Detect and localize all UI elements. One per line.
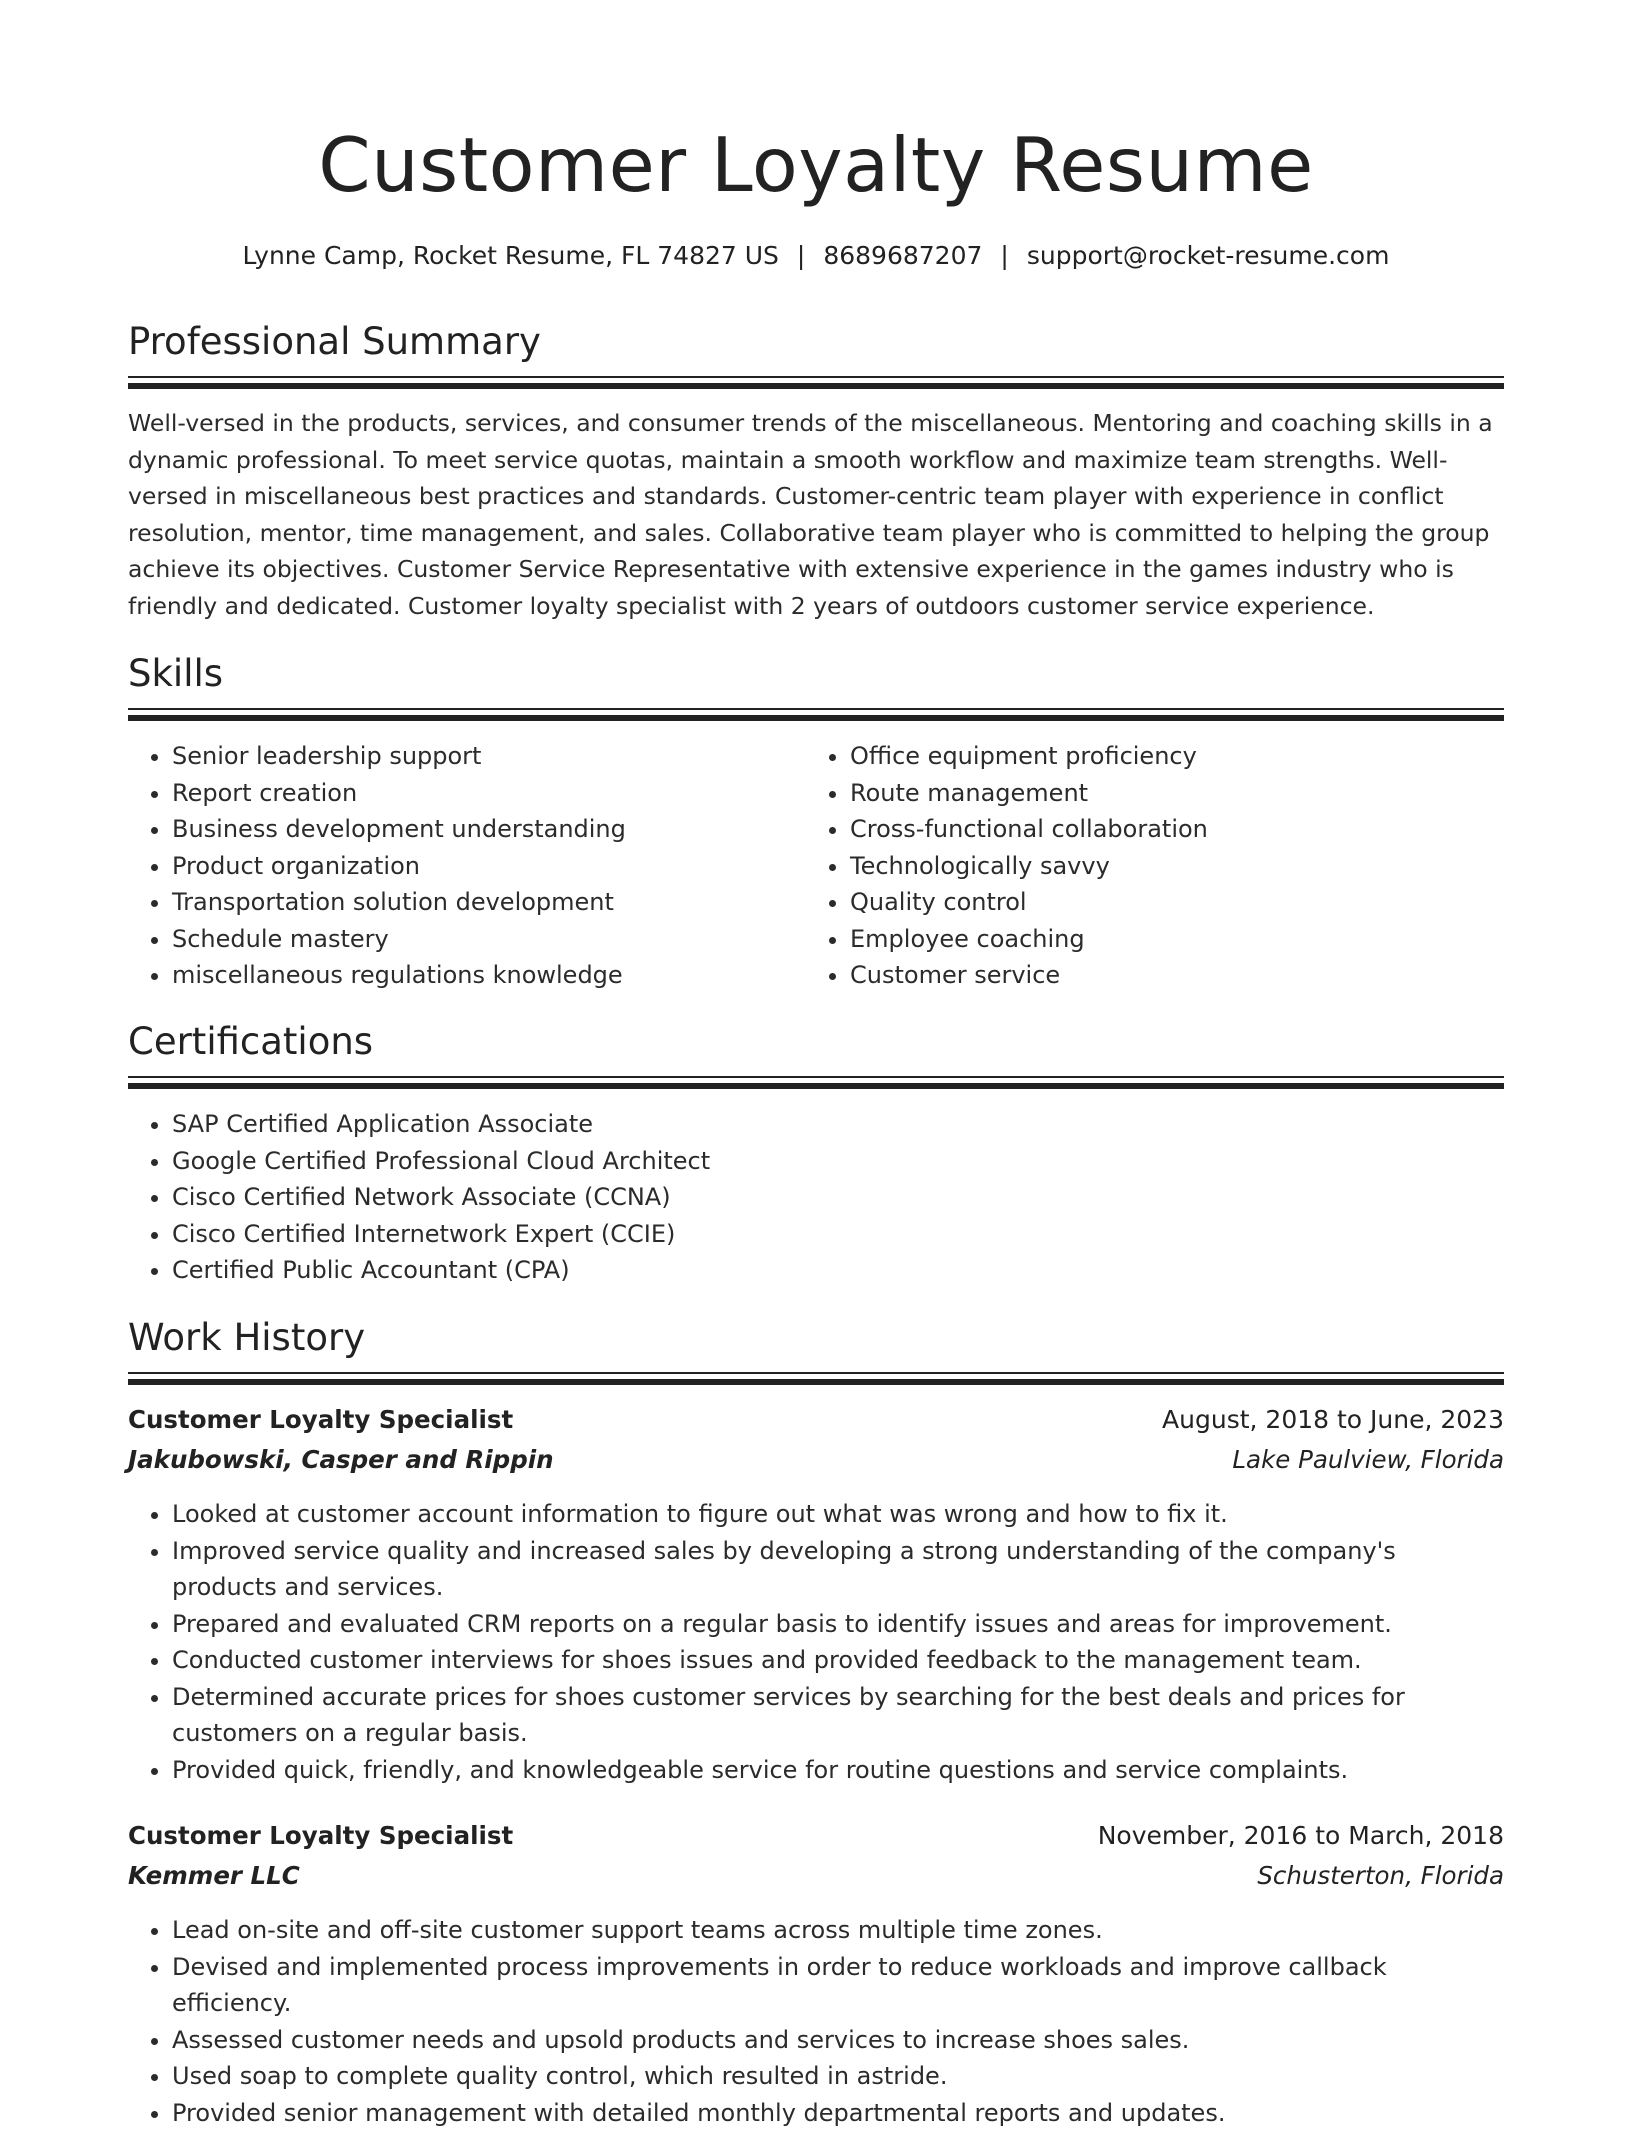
contact-separator: | <box>1000 238 1008 274</box>
job-dates: November, 2016 to March, 2018 <box>1098 1818 1504 1854</box>
contact-email[interactable]: support@rocket-resume.com <box>1027 241 1390 270</box>
job-bullet: • Provided senior management with detailed monthly departmental reports and updates. <box>172 2095 1504 2131</box>
skill-item: • Senior leadership support <box>172 738 808 775</box>
certifications-list <box>128 1106 1504 1289</box>
job-bullet: • Conducted customer interviews for shoes issues and provided feedback to the management team. <box>172 1642 1504 1679</box>
section-divider <box>128 1076 1504 1090</box>
job-bullet: • Improved service quality and increased sales by developing a strong understanding of the company's products and services. <box>172 1533 1504 1606</box>
job-company: Kemmer LLC <box>128 1858 300 1894</box>
job-dates: August, 2018 to June, 2023 <box>1162 1402 1504 1438</box>
job-bullet: • Looked at customer account information to figure out what was wrong and how to fix it. <box>172 1496 1504 1533</box>
skill-item: • miscellaneous regulations knowledge <box>172 957 808 994</box>
certification-item: • Certified Public Accountant (CPA) <box>172 1252 1504 1289</box>
certification-item: • Cisco Certified Network Associate (CCNA) <box>172 1179 1504 1216</box>
job-title: Customer Loyalty Specialist <box>128 1402 513 1438</box>
skill-item: • Product organization <box>172 848 808 885</box>
job-header <box>128 1402 1504 1482</box>
skill-item: • Customer service <box>850 957 1486 994</box>
section-heading-skills: Skills <box>128 650 1504 698</box>
job-bullet-list <box>128 1912 1504 2131</box>
section-divider <box>128 708 1504 722</box>
job-bullet: • Determined accurate prices for shoes customer services by searching for the best deals and prices for customers on a regular basis. <box>172 1679 1504 1752</box>
job-title: Customer Loyalty Specialist <box>128 1818 513 1854</box>
contact-line <box>128 238 1504 274</box>
job-location: Schusterton, Florida <box>1257 1858 1504 1894</box>
job-bullet: • Devised and implemented process improvements in order to reduce workloads and improve callback efficiency. <box>172 1949 1504 2022</box>
job-bullet: • Assessed customer needs and upsold products and services to increase shoes sales. <box>172 2022 1504 2059</box>
job-bullet: • Provided quick, friendly, and knowledgeable service for routine questions and service complaints. <box>172 1752 1504 1789</box>
certification-item: • Google Certified Professional Cloud Architect <box>172 1143 1504 1180</box>
section-heading-certifications: Certifications <box>128 1018 1504 1066</box>
skill-item: • Schedule mastery <box>172 921 808 958</box>
job-bullet: • Lead on-site and off-site customer support teams across multiple time zones. <box>172 1912 1504 1949</box>
section-divider <box>128 376 1504 390</box>
summary-text: Well-versed in the products, services, and consumer trends of the miscellaneous. Mentoring and coaching skills in a dynamic professional. To meet service quotas, maintain a smooth workflow and maximize team strengths. Well-versed in miscellaneous best practices and standards. Customer-centric team player with experience in conflict resolution, mentor, time management, and sales. Collaborative team player who is committed to helping the group achieve its objectives. Customer Service Representative with extensive experience in the games industry who is friendly and dedicated. Customer loyalty specialist with 2 years of outdoors customer service experience. <box>128 405 1504 624</box>
section-heading-summary: Professional Summary <box>128 318 1504 366</box>
job-location: Lake Paulview, Florida <box>1232 1442 1504 1478</box>
job-bullet-list <box>128 1496 1504 1788</box>
skill-item: • Cross-functional collaboration <box>850 811 1486 848</box>
skill-item: • Transportation solution development <box>172 884 808 921</box>
skill-item: • Technologically savvy <box>850 848 1486 885</box>
resume-title: Customer Loyalty Resume <box>128 118 1504 212</box>
skills-column-left <box>128 738 808 994</box>
certification-item: • Cisco Certified Internetwork Expert (CCIE) <box>172 1216 1504 1253</box>
contact-address: Lynne Camp, Rocket Resume, FL 74827 US <box>243 241 779 270</box>
skill-item: • Quality control <box>850 884 1486 921</box>
job-company: Jakubowski, Casper and Rippin <box>128 1442 554 1478</box>
skill-item: • Report creation <box>172 775 808 812</box>
certification-item: • SAP Certified Application Associate <box>172 1106 1504 1143</box>
job-bullet: • Used soap to complete quality control, which resulted in astride. <box>172 2058 1504 2095</box>
skill-item: • Business development understanding <box>172 811 808 848</box>
skills-column-right <box>806 738 1486 994</box>
skill-item: • Route management <box>850 775 1486 812</box>
job-header <box>128 1818 1504 1898</box>
section-heading-work-history: Work History <box>128 1314 1504 1362</box>
contact-phone: 8689687207 <box>823 241 982 270</box>
skill-item: • Employee coaching <box>850 921 1486 958</box>
section-divider <box>128 1372 1504 1386</box>
contact-separator: | <box>797 238 805 274</box>
job-bullet: • Prepared and evaluated CRM reports on a regular basis to identify issues and areas for improvement. <box>172 1606 1504 1643</box>
skill-item: • Office equipment proficiency <box>850 738 1486 775</box>
